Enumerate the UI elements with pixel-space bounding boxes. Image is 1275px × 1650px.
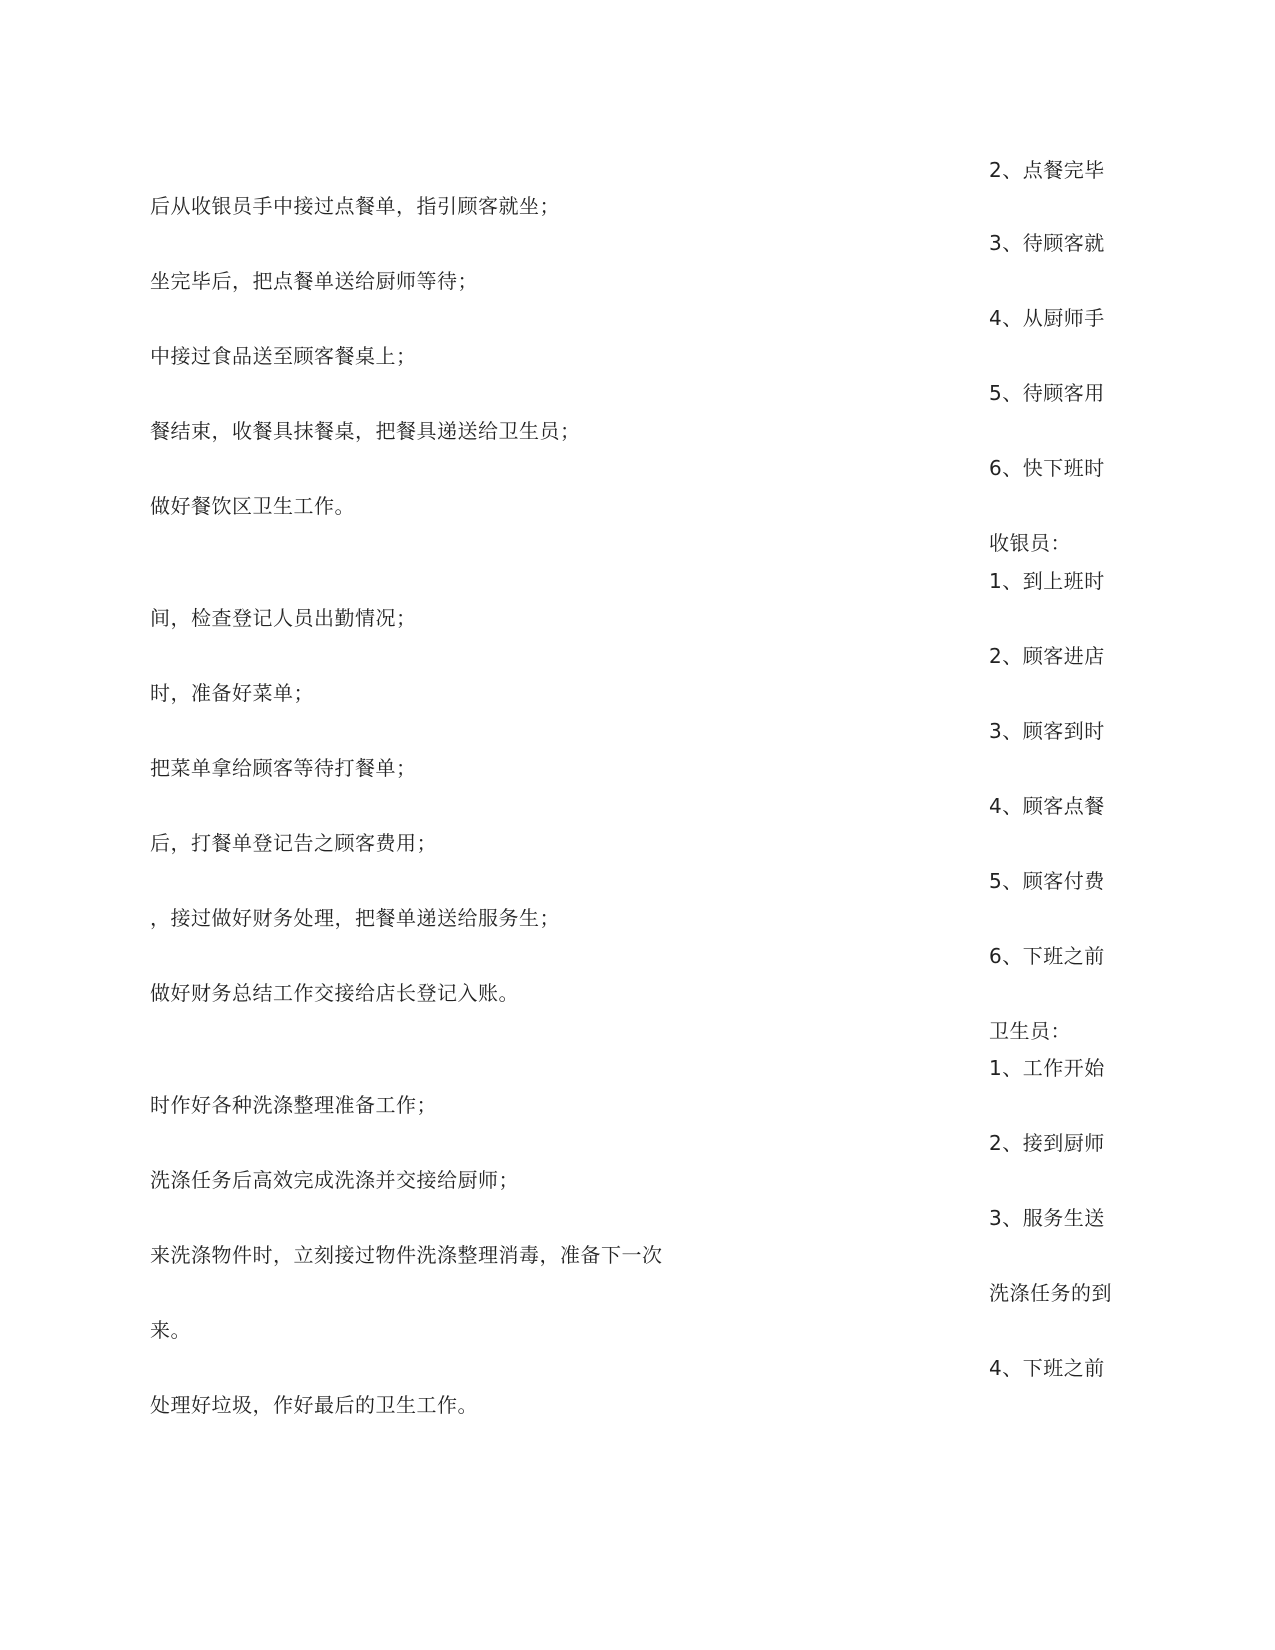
left-line-11: 做好财务总结工作交接给店长登记入账。 (150, 981, 519, 1005)
right-heading-cleaner: 卫生员： (989, 1019, 1071, 1043)
right-line-1: 2、点餐完毕 (989, 158, 1105, 182)
left-line-4: 餐结束，收餐具抹餐桌，把餐具递送给卫生员； (150, 419, 581, 443)
left-line-6: 间，检查登记人员出勤情况； (150, 606, 417, 630)
left-line-9: 后，打餐单登记告之顾客费用； (150, 831, 437, 855)
left-line-5: 做好餐饮区卫生工作。 (150, 494, 355, 518)
right-line-2: 3、待顾客就 (989, 231, 1105, 255)
right-line-15: 2、接到厨师 (989, 1131, 1105, 1155)
right-line-7: 1、到上班时 (989, 569, 1105, 593)
right-line-10: 4、顾客点餐 (989, 794, 1105, 818)
left-line-13: 洗涤任务后高效完成洗涤并交接给厨师； (150, 1168, 519, 1192)
right-line-17: 洗涤任务的到 (989, 1281, 1112, 1305)
right-heading-cashier: 收银员： (989, 531, 1071, 555)
right-line-5: 6、快下班时 (989, 456, 1105, 480)
right-line-14: 1、工作开始 (989, 1056, 1105, 1080)
right-line-8: 2、顾客进店 (989, 644, 1105, 668)
left-line-2: 坐完毕后，把点餐单送给厨师等待； (150, 269, 478, 293)
left-line-16: 处理好垃圾，作好最后的卫生工作。 (150, 1393, 478, 1417)
right-line-18: 4、下班之前 (989, 1356, 1105, 1380)
left-line-7: 时，准备好菜单； (150, 681, 314, 705)
right-line-12: 6、下班之前 (989, 944, 1105, 968)
right-line-11: 5、顾客付费 (989, 869, 1105, 893)
left-line-15: 来。 (150, 1318, 191, 1342)
left-line-3: 中接过食品送至顾客餐桌上； (150, 344, 417, 368)
right-line-9: 3、顾客到时 (989, 719, 1105, 743)
right-line-4: 5、待顾客用 (989, 381, 1105, 405)
left-line-8: 把菜单拿给顾客等待打餐单； (150, 756, 417, 780)
left-line-1: 后从收银员手中接过点餐单，指引顾客就坐； (150, 194, 560, 218)
left-line-12: 时作好各种洗涤整理准备工作； (150, 1093, 437, 1117)
left-line-14: 来洗涤物件时，立刻接过物件洗涤整理消毒，准备下一次 (150, 1243, 663, 1267)
right-line-16: 3、服务生送 (989, 1206, 1105, 1230)
right-line-3: 4、从厨师手 (989, 306, 1105, 330)
left-line-10: ，接过做好财务处理，把餐单递送给服务生； (150, 906, 560, 930)
